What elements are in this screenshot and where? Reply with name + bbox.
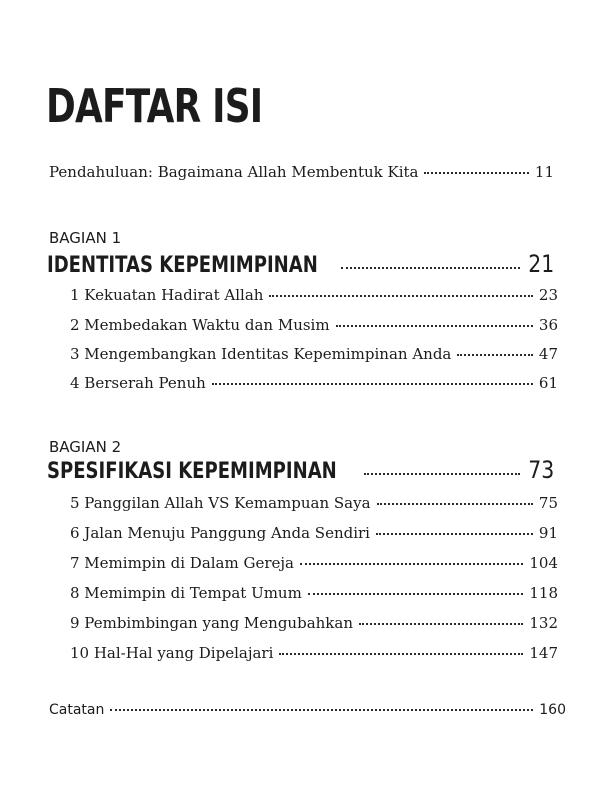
dot-leader bbox=[341, 267, 520, 269]
dot-leader bbox=[269, 295, 532, 297]
toc-entry-chapter[interactable] bbox=[70, 614, 558, 632]
toc-entry-label: 10 Hal-Hal yang Dipelajari bbox=[70, 644, 274, 662]
dot-leader bbox=[376, 533, 533, 535]
part-label-1: BAGIAN 1 bbox=[49, 229, 122, 247]
dot-leader bbox=[424, 172, 528, 174]
toc-page-number: 75 bbox=[538, 494, 558, 512]
toc-entry-label: 1 Kekuatan Hadirat Allah bbox=[70, 286, 264, 304]
toc-page-number: 11 bbox=[534, 163, 554, 181]
dot-leader bbox=[308, 593, 524, 595]
toc-entry-label: 2 Membedakan Waktu dan Musim bbox=[70, 316, 330, 334]
toc-entry-chapter[interactable] bbox=[70, 554, 558, 572]
section-heading-1[interactable] bbox=[47, 250, 557, 278]
section-heading-2[interactable] bbox=[47, 456, 557, 484]
section-title: SPESIFIKASI KEPEMIMPINAN bbox=[47, 459, 337, 484]
section-page-number: 21 bbox=[528, 250, 555, 278]
section-title: IDENTITAS KEPEMIMPINAN bbox=[47, 253, 318, 278]
toc-page-number: 147 bbox=[529, 644, 558, 662]
toc-entry-chapter[interactable] bbox=[70, 286, 558, 304]
toc-entry-label: 7 Memimpin di Dalam Gereja bbox=[70, 554, 294, 572]
toc-entry-chapter[interactable] bbox=[70, 524, 558, 542]
toc-entry-label: 9 Pembimbingan yang Mengubahkan bbox=[70, 614, 353, 632]
toc-page-number: 36 bbox=[538, 316, 558, 334]
toc-page-number: 61 bbox=[538, 374, 558, 392]
dot-leader bbox=[212, 383, 533, 385]
dot-leader bbox=[336, 325, 533, 327]
toc-page-number: 118 bbox=[529, 584, 558, 602]
toc-entry-label: 8 Memimpin di Tempat Umum bbox=[70, 584, 302, 602]
toc-entry-chapter[interactable] bbox=[70, 374, 558, 392]
toc-entry-chapter[interactable] bbox=[70, 494, 558, 512]
toc-entry-chapter[interactable] bbox=[70, 644, 558, 662]
toc-entry-label: 5 Panggilan Allah VS Kemampuan Saya bbox=[70, 494, 371, 512]
toc-entry-label: Pendahuluan: Bagaimana Allah Membentuk Kita bbox=[49, 163, 419, 181]
toc-entry-label: 6 Jalan Menuju Panggung Anda Sendiri bbox=[70, 524, 370, 542]
page-title: DAFTAR ISI bbox=[46, 79, 263, 133]
section-page-number: 73 bbox=[528, 456, 555, 484]
toc-entry-label: 4 Berserah Penuh bbox=[70, 374, 206, 392]
dot-leader bbox=[110, 709, 533, 711]
toc-entry-chapter[interactable] bbox=[70, 584, 558, 602]
toc-entry-notes[interactable] bbox=[49, 702, 566, 718]
dot-leader bbox=[300, 563, 523, 565]
part-label-2: BAGIAN 2 bbox=[49, 438, 122, 456]
dot-leader bbox=[359, 623, 523, 625]
toc-page-number: 132 bbox=[529, 614, 558, 632]
dot-leader bbox=[279, 653, 523, 655]
dot-leader bbox=[377, 503, 533, 505]
toc-entry-chapter[interactable] bbox=[70, 345, 558, 363]
toc-page-number: 47 bbox=[538, 345, 558, 363]
toc-entry-label: 3 Mengembangkan Identitas Kepemimpinan Anda bbox=[70, 345, 452, 363]
toc-entry-label: Catatan bbox=[49, 702, 105, 718]
toc-entry-intro[interactable] bbox=[49, 163, 554, 181]
toc-page-number: 23 bbox=[538, 286, 558, 304]
toc-entry-chapter[interactable] bbox=[70, 316, 558, 334]
toc-page-number: 91 bbox=[538, 524, 558, 542]
toc-page-number: 160 bbox=[539, 702, 566, 718]
toc-page-number: 104 bbox=[529, 554, 558, 572]
dot-leader bbox=[457, 354, 533, 356]
dot-leader bbox=[364, 473, 520, 475]
